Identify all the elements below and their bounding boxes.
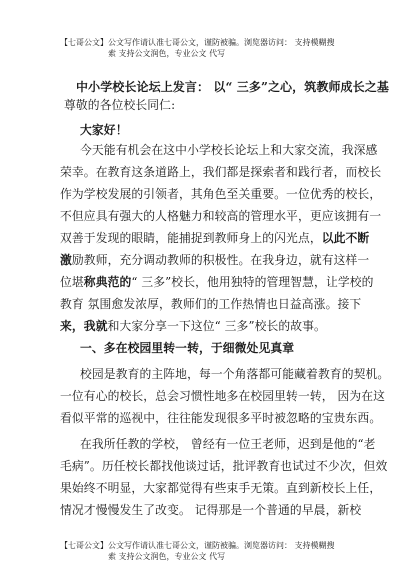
footer-line-2: 索 支持公文润色，专业公文 代写 — [108, 552, 226, 561]
para1-line7: 位堪称典范的“ 三多”校长，他用独特的管理智慧，让学校的 — [60, 275, 374, 289]
para1-line9: 来，我就和大家分享一下这位“ 三多”校长的故事。 — [60, 319, 326, 333]
para2-line2: 一位有心的校长，总会习惯性地多在校园里转一转， 因为在这 — [60, 389, 386, 403]
section-heading-1: 一、多在校园里转一转，于细微处见真章 — [80, 341, 295, 355]
para2-line3: 看似平常的巡视中，往往能发现很多平时被忽略的宝贵东西。 — [60, 411, 382, 425]
para1-line4: 不但应具有强大的人格魅力和较高的管理水平，更应该拥有一 — [60, 209, 382, 223]
header-line-2: 索 支持公文润色，专业公文 代写 — [108, 49, 226, 58]
para1-line3: 作为学校发展的引领者，其角色至关重要。一位优秀的校长， — [60, 187, 382, 201]
page-header — [60, 37, 390, 59]
salutation: 尊敬的各位校长同仁: — [64, 98, 176, 112]
page-footer — [60, 540, 390, 562]
para2-line1: 校园是教育的主阵地，每一个角落都可能藏着教育的契机。 — [80, 367, 390, 381]
para3-line4: 情况才慢慢发生了改变。 记得那是一个普通的早晨，新校 — [60, 503, 362, 517]
para3-line1: 在我所任教的学校， 曾经有一位王老师，迟到是他的“老 — [80, 437, 376, 451]
para1-line8: 教育 氛围愈发浓厚，教师们的工作热情也日益高涨。接下 — [60, 297, 362, 311]
footer-line-1: 【七哥公文】公文写作请认准七哥公文，谨防被骗。浏览器访问： 支持模糊搜 — [60, 541, 335, 550]
para1-line6: 激励教师，充分调动教师的积极性。在我身边，就有这样一 — [60, 253, 370, 267]
greeting: 大家好！ — [80, 123, 128, 137]
para3-line2: 毛病”。历任校长都找他谈过话，批评教育也试过不少次，但效 — [60, 459, 388, 473]
para1-line5: 双善于发现的眼睛，能捕捉到教师身上的闪光点，以此不断 — [60, 231, 370, 245]
header-line-1: 【七哥公文】公文写作请认准七哥公文，谨防被骗。浏览器访问： 支持模糊搜 — [60, 38, 335, 47]
para1-line1: 今天能有机会在这中小学校长论坛上和大家交流，我深感 — [80, 143, 378, 157]
document-title: 中小学校长论坛上发言： 以“ 三多”之心，筑教师成长之基 — [76, 80, 389, 94]
para1-line2: 荣幸。在教育这条道路上，我们都是探索者和践行者，而校长 — [60, 165, 382, 179]
para3-line3: 果始终不明显，大家都觉得有些束手无策。直到新校长上任， — [60, 481, 382, 495]
